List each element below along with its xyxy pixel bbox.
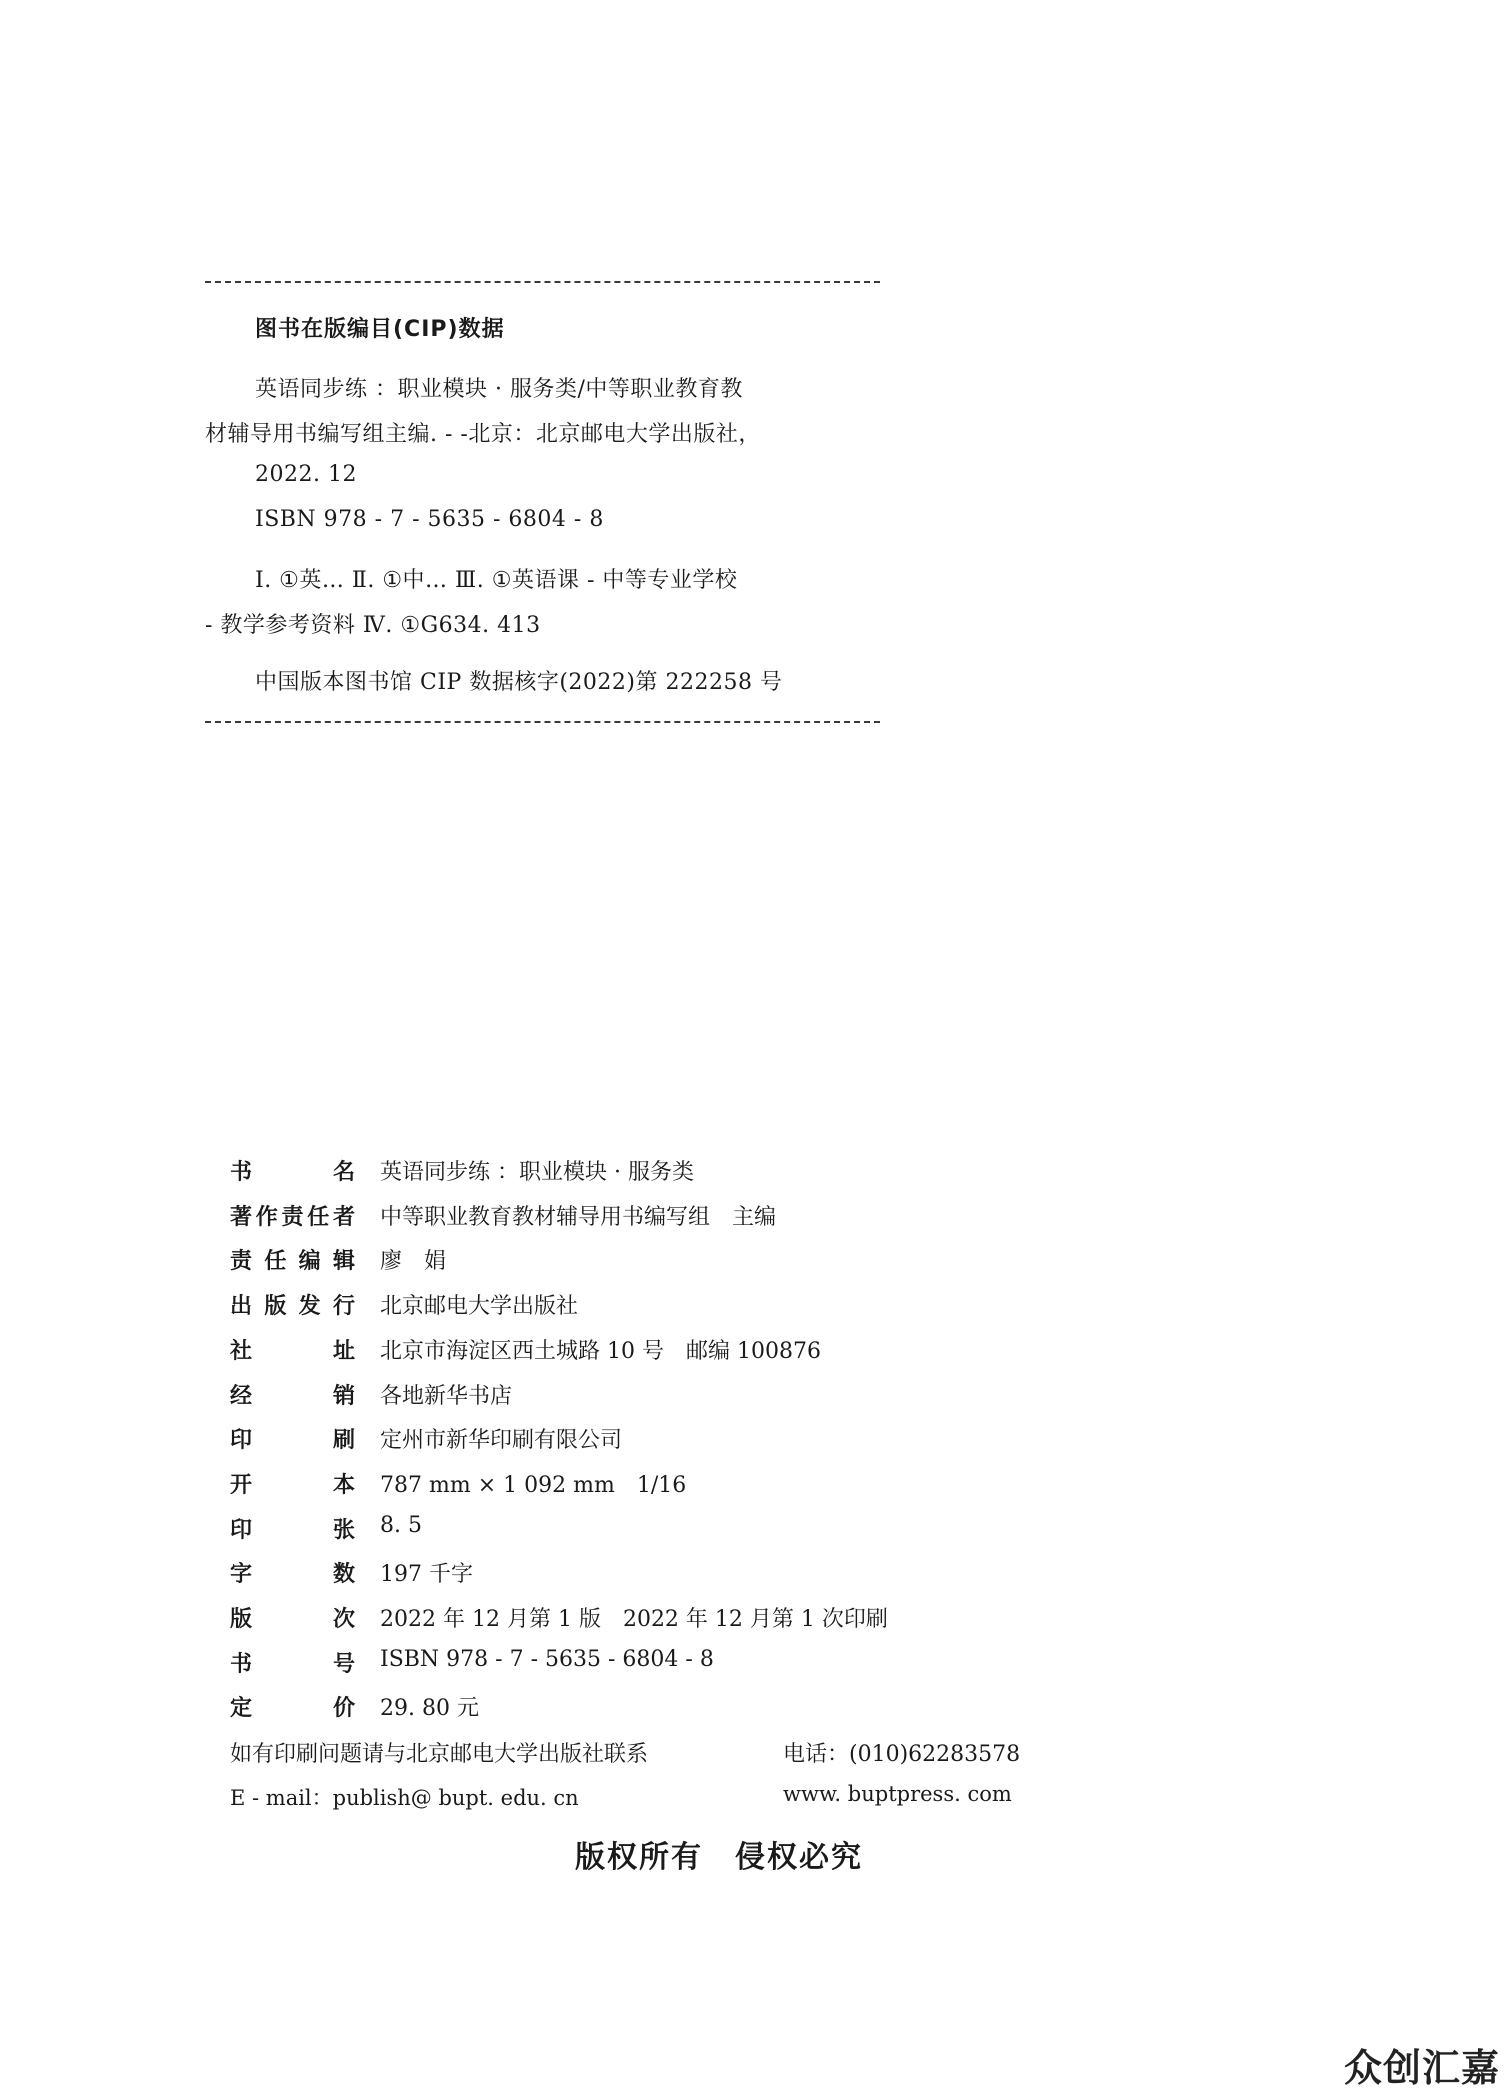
cip-top-divider — [205, 281, 880, 283]
info-label — [230, 1647, 355, 1678]
info-label-char: 书 — [230, 1160, 253, 1185]
info-label-char: 出 — [230, 1294, 253, 1320]
info-label-char: 版 — [264, 1294, 287, 1320]
cip-line-2: 材辅导用书编写组主编. - -北京：北京邮电大学出版社， — [205, 422, 761, 447]
info-label-char: 责 — [230, 1249, 253, 1275]
info-label — [230, 1334, 355, 1365]
info-label-char: 者 — [332, 1204, 355, 1230]
info-value: 8. 5 — [380, 1512, 422, 1538]
cip-title: 图书在版编目(CIP)数据 — [255, 317, 505, 342]
info-label-char: 开 — [230, 1472, 253, 1498]
info-label-char: 址 — [332, 1338, 355, 1364]
info-value: 北京市海淀区西土城路 10 号 邮编 100876 — [380, 1338, 821, 1364]
info-label-char: 号 — [332, 1651, 355, 1677]
info-label-char: 数 — [332, 1562, 355, 1588]
info-label — [230, 1200, 355, 1231]
info-label-char: 行 — [332, 1294, 355, 1320]
cip-line-3: 2022. 12 — [255, 462, 357, 487]
info-label-char: 社 — [230, 1338, 253, 1364]
info-label-char: 发 — [298, 1294, 321, 1320]
info-label — [230, 1691, 355, 1722]
info-label-char: 字 — [230, 1562, 253, 1588]
printing-issue-note: 如有印刷问题请与北京邮电大学出版社联系 — [230, 1742, 649, 1767]
info-label-char: 次 — [332, 1607, 355, 1632]
info-label — [230, 1557, 355, 1588]
info-label — [230, 1602, 355, 1633]
info-label-char: 销 — [332, 1383, 355, 1409]
cip-line-5: Ⅰ. ①英… Ⅱ. ①中… Ⅲ. ①英语课 - 中等专业学校 — [255, 568, 738, 593]
info-value: 197 千字 — [380, 1562, 473, 1588]
info-value: 中等职业教育教材辅导用书编写组 主编 — [380, 1204, 777, 1230]
cip-line-7: 中国版本图书馆 CIP 数据核字(2022)第 222258 号 — [255, 670, 783, 695]
info-label-char: 名 — [332, 1160, 355, 1185]
info-label-char: 辑 — [332, 1249, 355, 1275]
info-value: 定州市新华印刷有限公司 — [380, 1428, 623, 1454]
info-label — [230, 1423, 355, 1454]
info-label-char: 价 — [332, 1696, 355, 1722]
info-label-char: 任 — [307, 1204, 330, 1230]
info-value: 廖 娟 — [380, 1249, 447, 1275]
info-label-char: 书 — [230, 1651, 253, 1677]
info-label-char: 任 — [264, 1249, 287, 1275]
info-value: ISBN 978 - 7 - 5635 - 6804 - 8 — [380, 1646, 714, 1672]
info-label-char: 张 — [332, 1517, 355, 1543]
info-label-char: 责 — [281, 1204, 304, 1230]
info-label-char: 编 — [298, 1249, 321, 1275]
cip-line-6: - 教学参考资料 Ⅳ. ①G634. 413 — [205, 613, 541, 638]
info-value: 北京邮电大学出版社 — [380, 1294, 579, 1320]
info-label-char: 经 — [230, 1383, 253, 1409]
info-value: 787 mm × 1 092 mm 1/16 — [380, 1472, 687, 1498]
cip-line-1: 英语同步练 ：职业模块 · 服务类/中等职业教育教 — [255, 377, 743, 402]
cip-bottom-divider — [205, 721, 880, 723]
publisher-phone: 电话：(010)62283578 — [783, 1742, 1021, 1767]
publisher-email: E - mail：publish@ bupt. edu. cn — [230, 1786, 579, 1810]
info-label — [230, 1289, 355, 1320]
info-label-char: 刷 — [332, 1428, 355, 1454]
info-label-char: 定 — [230, 1696, 253, 1722]
info-label-char: 印 — [230, 1428, 253, 1454]
info-value: 英语同步练 ：职业模块 · 服务类 — [380, 1160, 694, 1185]
publisher-website: www. buptpress. com — [783, 1782, 1012, 1806]
info-label-char: 印 — [230, 1517, 253, 1543]
info-value: 29. 80 元 — [380, 1696, 479, 1722]
copyright-notice: 版权所有 侵权必究 — [575, 1840, 863, 1875]
info-label-char: 著 — [230, 1204, 253, 1230]
cip-line-4: ISBN 978 - 7 - 5635 - 6804 - 8 — [255, 507, 604, 532]
info-label-char: 版 — [230, 1607, 253, 1632]
info-value: 各地新华书店 — [380, 1383, 513, 1409]
info-label-char: 本 — [332, 1472, 355, 1498]
info-label-char: 作 — [255, 1204, 278, 1230]
watermark: 众创汇嘉 — [1343, 2046, 1500, 2090]
info-label — [230, 1244, 355, 1275]
info-value: 2022 年 12 月第 1 版 2022 年 12 月第 1 次印刷 — [380, 1607, 888, 1632]
info-label — [230, 1155, 355, 1186]
info-label — [230, 1513, 355, 1544]
info-label — [230, 1468, 355, 1499]
info-label — [230, 1379, 355, 1410]
